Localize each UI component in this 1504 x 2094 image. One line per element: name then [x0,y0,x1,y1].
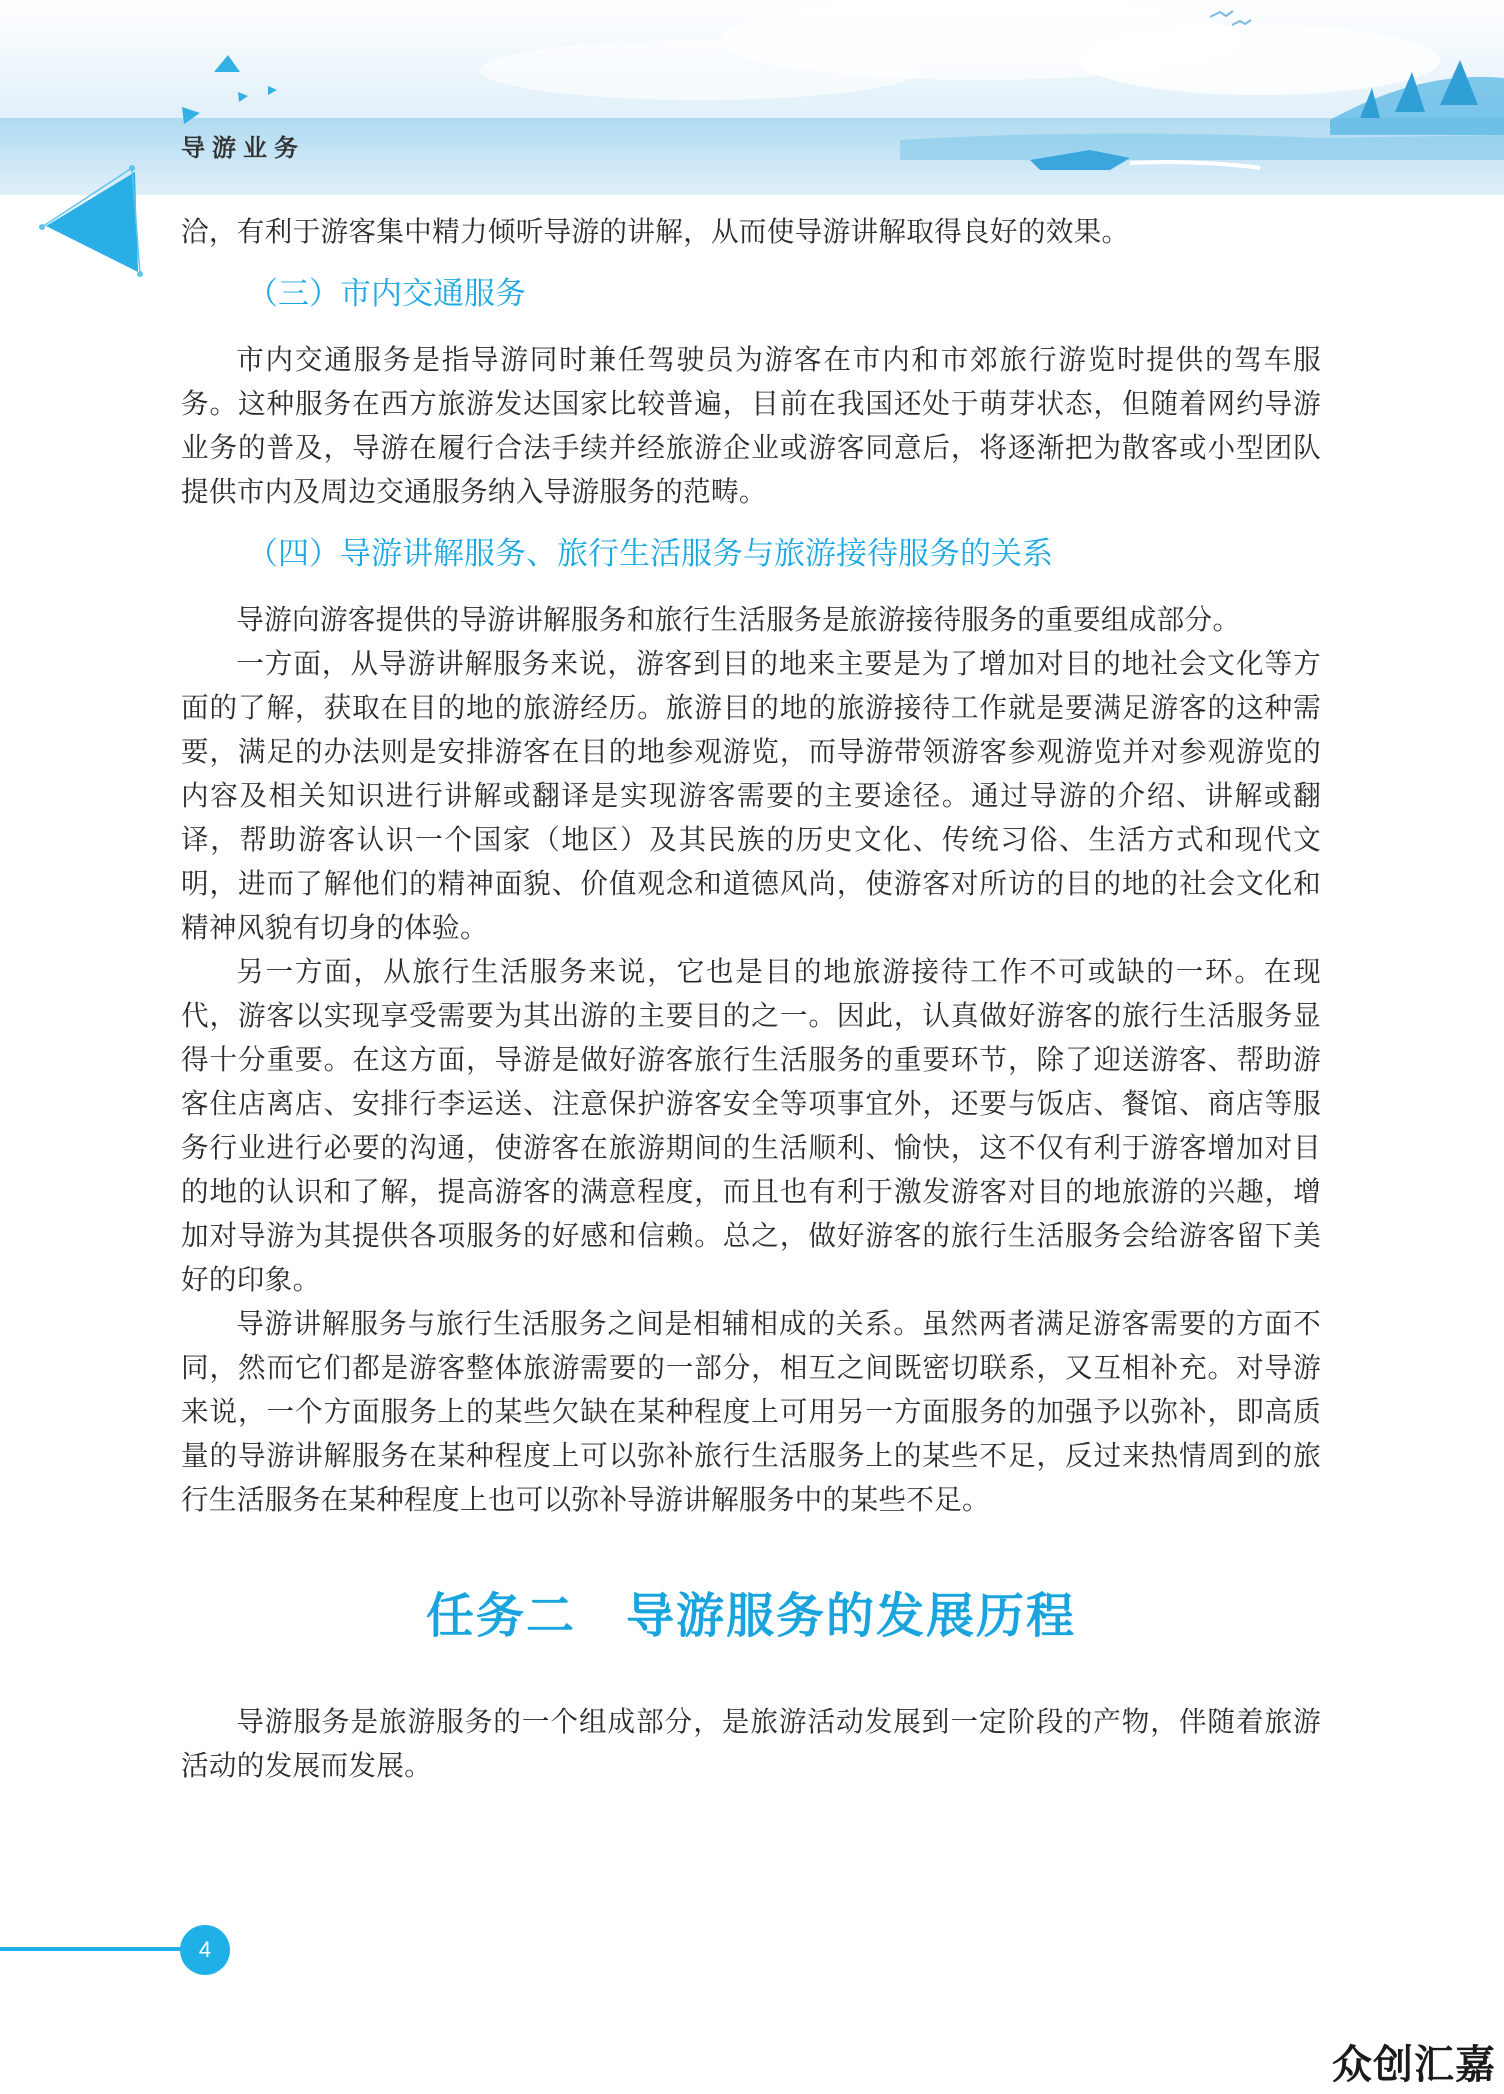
main-content [181,210,1321,1788]
task-2-paragraph: 导游服务是旅游服务的一个组成部分，是旅游活动发展到一定阶段的产物，伴随着旅游活动的发展而发展。 [181,1705,1321,1782]
section-4-heading: （四）导游讲解服务、旅行生活服务与旅游接待服务的关系 [247,536,1053,572]
section-3-heading: （三）市内交通服务 [247,276,526,312]
page-number-badge: 4 [180,1925,230,1975]
section-4-paragraph: 一方面，从导游讲解服务来说，游客到目的地来主要是为了增加对目的地社会文化等方面的了解，获取在目的地的旅游经历。旅游目的地的旅游接待工作就是要满足游客的这种需要，满足的办法则是安排游客在目的地参观游览，而导游带领游客参观游览并对参观游览的内容及相关知识进行讲解或翻译是实现游客需要的主要途径。通过导游的介绍、讲解或翻译，帮助游客认识一个国家（地区）及其民族的历史文化、传统习俗、生活方式和现代文明，进而了解他们的精神面貌、价值观念和道德风尚，使游客对所访的目的地的社会文化和精神风貌有切身的体验。 [181,647,1321,944]
section-4-paragraph: 导游讲解服务与旅行生活服务之间是相辅相成的关系。虽然两者满足游客需要的方面不同，然而它们都是游客整体旅游需要的一部分，相互之间既密切联系，又互相补充。对导游来说，一个方面服务上的某些欠缺在某种程度上可用另一方面服务的加强予以弥补，即高质量的导游讲解服务在某种程度上可以弥补旅行生活服务上的某些不足，反过来热情周到的旅行生活服务在某种程度上也可以弥补导游讲解服务中的某些不足。 [181,1307,1321,1516]
watermark-text: 众创汇嘉 [1332,2042,1496,2088]
header-banner [0,0,1504,195]
decorative-triangle-icon [30,160,150,280]
intro-continuation: 洽，有利于游客集中精力倾听导游的讲解，从而使导游讲解取得良好的效果。 [181,215,1130,248]
section-4-paragraph: 导游向游客提供的导游讲解服务和旅行生活服务是旅游接待服务的重要组成部分。 [236,603,1241,636]
beach-scene-illustration [0,0,1504,195]
page-number-rule [0,1947,185,1951]
task-2-label: 任务二 [425,1588,576,1644]
section-4-paragraph: 另一方面，从旅行生活服务来说，它也是目的地旅游接待工作不可或缺的一环。在现代，游客以实现享受需要为其出游的主要目的之一。因此，认真做好游客的旅行生活服务显得十分重要。在这方面，导游是做好游客旅行生活服务的重要环节，除了迎送游客、帮助游客住店离店、安排行李运送、注意保护游客安全等项事宜外，还要与饭店、餐馆、商店等服务行业进行必要的沟通，使游客在旅游期间的生活顺利、愉快，这不仅有利于游客增加对目的地的认识和了解，提高游客的满意程度，而且也有利于激发游客对目的地旅游的兴趣，增加对导游为其提供各项服务的好感和信赖。总之，做好游客的旅行生活服务会给游客留下美好的印象。 [181,955,1321,1296]
running-title: 导游业务 [181,134,305,162]
section-3-paragraph: 市内交通服务是指导游同时兼任驾驶员为游客在市内和市郊旅行游览时提供的驾车服务。这种服务在西方旅游发达国家比较普遍，目前在我国还处于萌芽状态，但随着网约导游业务的普及，导游在履行合法手续并经旅游企业或游客同意后，将逐渐把为散客或小型团队提供市内及周边交通服务纳入导游服务的范畴。 [181,343,1321,508]
task-2-title [181,1586,1321,1646]
task-2-name: 导游服务的发展历程 [626,1588,1077,1644]
